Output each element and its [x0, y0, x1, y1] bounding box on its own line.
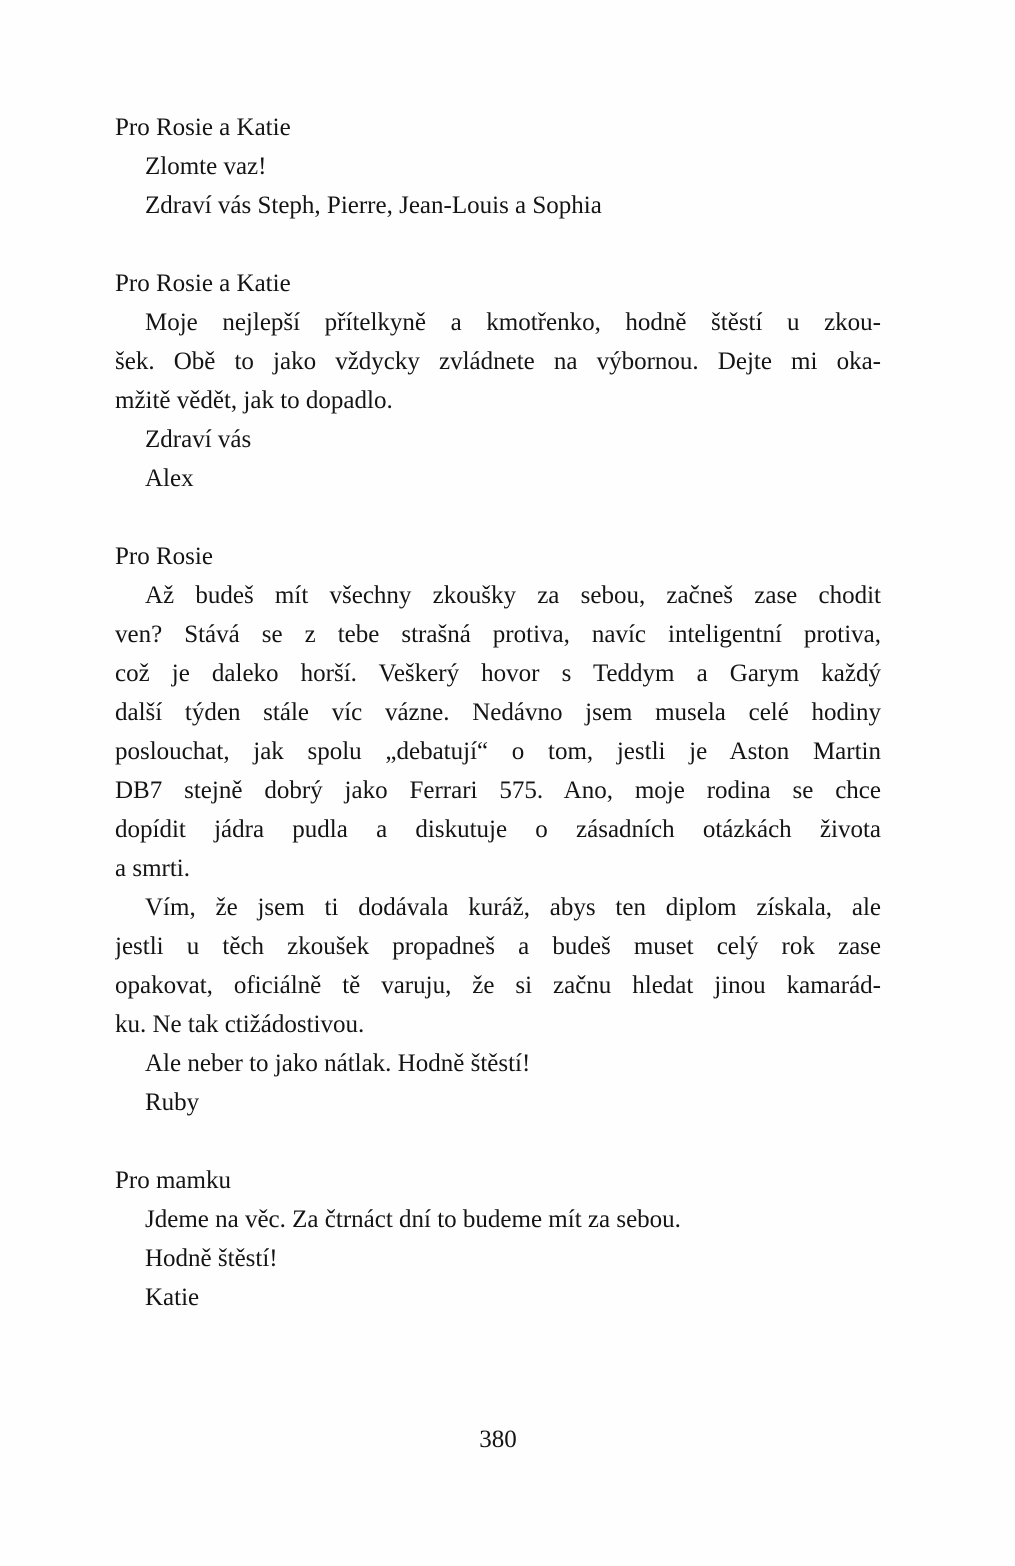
text-line: což je daleko horší. Veškerý hovor s Teddym a Garym každý [115, 660, 881, 687]
text-line: Katie [145, 1284, 200, 1311]
text-line: Pro Rosie a Katie [115, 114, 291, 141]
text-line: Zdraví vás Steph, Pierre, Jean-Louis a Sophia [145, 192, 602, 219]
text-line: Ruby [145, 1089, 200, 1116]
text-line: ven? Stává se z tebe strašná protiva, navíc inteligentní protiva, [115, 621, 881, 648]
text-line: Alex [145, 465, 194, 492]
page-number: 380 [479, 1426, 517, 1453]
text-area [115, 108, 881, 1317]
letter-block [115, 264, 881, 498]
letter-block [115, 1161, 881, 1317]
text-line: Jdeme na věc. Za čtrnáct dní to budeme mít za sebou. [145, 1206, 681, 1233]
text-line: jestli u těch zkoušek propadneš a budeš muset celý rok zase [115, 933, 881, 960]
text-line: Až budeš mít všechny zkoušky za sebou, začneš zase chodit [145, 582, 881, 609]
text-line: dopídit jádra pudla a diskutuje o zásadních otázkách života [115, 816, 881, 843]
text-line: Vím, že jsem ti dodávala kuráž, abys ten diplom získala, ale [145, 894, 881, 921]
text-line: Pro Rosie [115, 543, 213, 570]
text-line: Pro mamku [115, 1167, 231, 1194]
text-line: ku. Ne tak ctižádostivou. [115, 1011, 365, 1038]
letter-block [115, 108, 881, 225]
text-line: Moje nejlepší přítelkyně a kmotřenko, hodně štěstí u zkou- [145, 309, 881, 336]
text-line: šek. Obě to jako vždycky zvládnete na výbornou. Dejte mi oka- [115, 348, 881, 375]
letter-block [115, 537, 881, 1122]
text-line: mžitě vědět, jak to dopadlo. [115, 387, 393, 414]
text-line: Ale neber to jako nátlak. Hodně štěstí! [145, 1050, 531, 1077]
text-line: Zdraví vás [145, 426, 252, 453]
text-line: Zlomte vaz! [145, 153, 267, 180]
text-line: a smrti. [115, 855, 190, 882]
text-line: Hodně štěstí! [145, 1245, 278, 1272]
text-line: Pro Rosie a Katie [115, 270, 291, 297]
text-line: opakovat, oficiálně tě varuju, že si začnu hledat jinou kamarád- [115, 972, 881, 999]
text-line: DB7 stejně dobrý jako Ferrari 575. Ano, moje rodina se chce [115, 777, 881, 804]
text-line: poslouchat, jak spolu „debatují“ o tom, jestli je Aston Martin [115, 738, 881, 765]
text-line: další týden stále víc vázne. Nedávno jsem musela celé hodiny [115, 699, 881, 726]
